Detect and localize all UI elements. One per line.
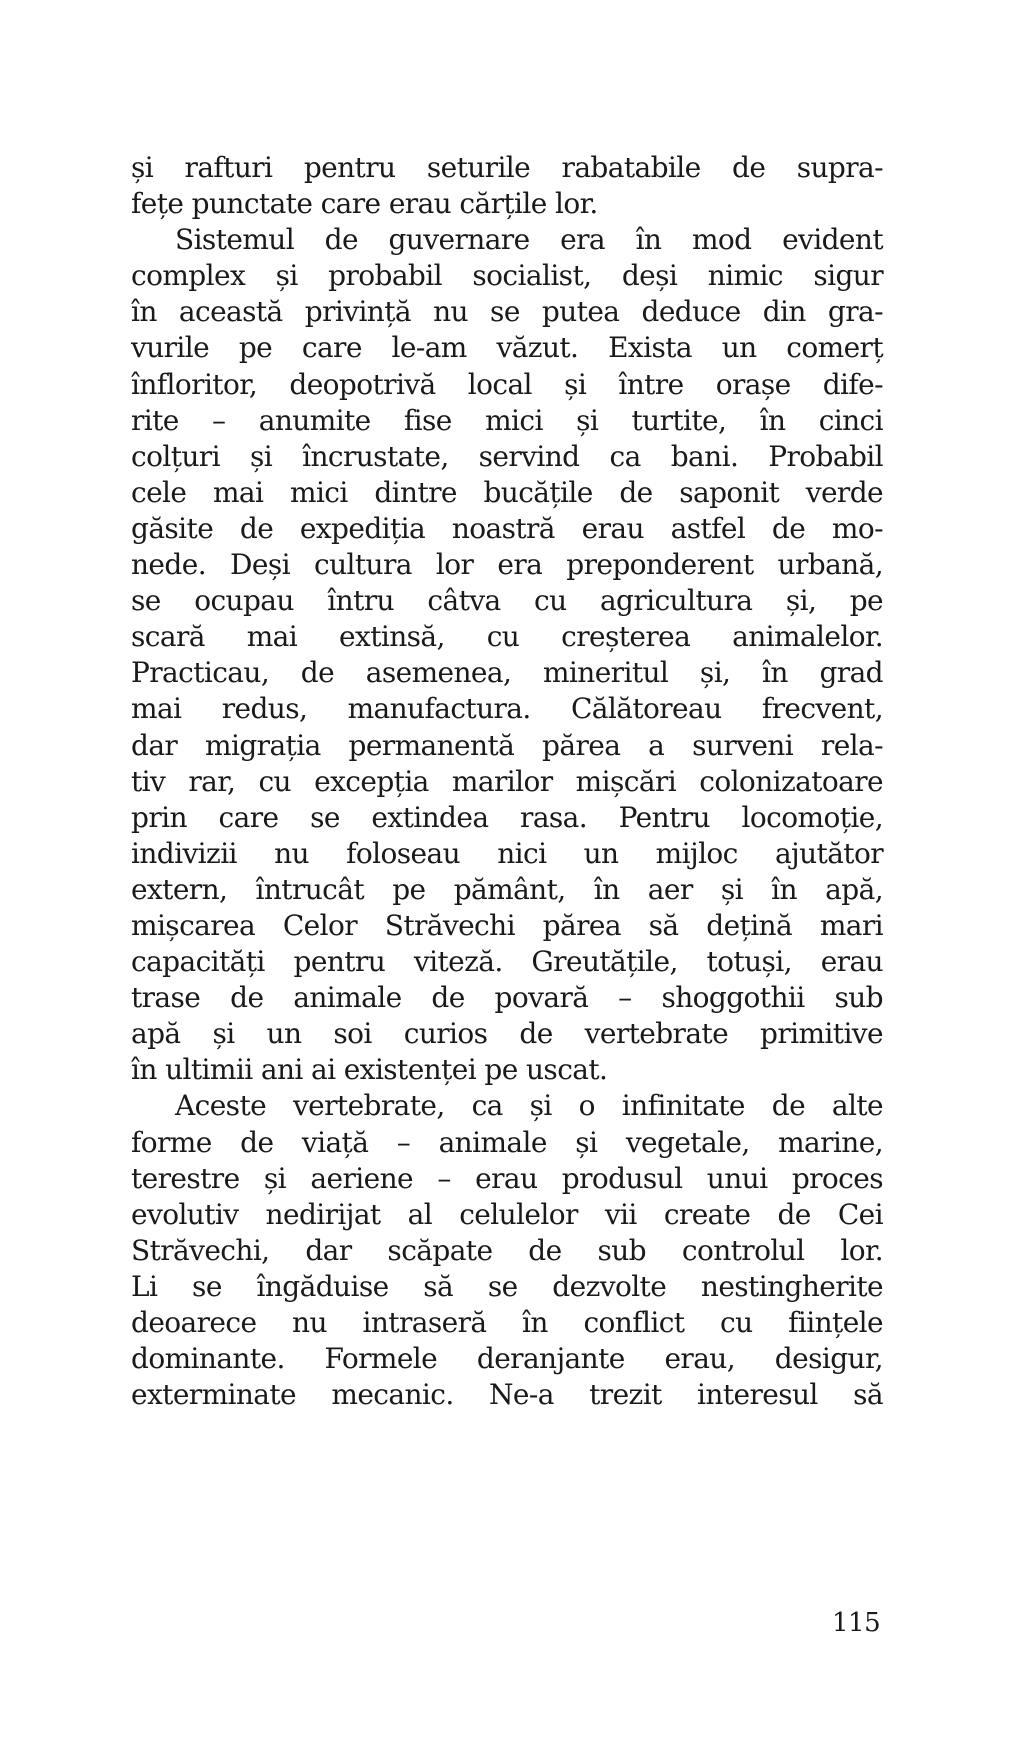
text-line: în ultimii ani ai existenței pe uscat. (131, 1053, 608, 1087)
text-line: capacități pentru viteză. Greutățile, totuși, erau (131, 945, 883, 979)
paragraph (131, 150, 883, 222)
text-line: Practicau, de asemenea, mineritul și, în grad (131, 656, 883, 690)
text-line: forme de viață – animale și vegetale, marine, (131, 1125, 883, 1159)
paragraph (131, 1088, 883, 1413)
text-line: cele mai mici dintre bucățile de saponit verde (131, 475, 883, 509)
text-line: Străvechi, dar scăpate de sub controlul lor. (131, 1233, 883, 1267)
text-line: indivizii nu foloseau nici un mijloc ajutător (131, 836, 883, 870)
text-line: înfloritor, deopotrivă local și între orașe dife- (131, 367, 883, 401)
text-line: trase de animale de povară – shoggothii sub (131, 981, 883, 1015)
text-line: prin care se extindea rasa. Pentru locomoție, (131, 800, 883, 834)
text-line: exterminate mecanic. Ne-a trezit interesul să (131, 1378, 883, 1412)
text-line: mai redus, manufactura. Călătoreau frecvent, (131, 692, 883, 726)
text-line: în această privință nu se putea deduce din gra- (131, 295, 883, 329)
page-number: 115 (832, 1608, 881, 1638)
paragraph (131, 222, 883, 1088)
text-line: deoarece nu intraseră în conflict cu ființele (131, 1306, 883, 1339)
book-page-body (131, 150, 883, 1413)
text-line: extern, întrucât pe pământ, în aer și în apă, (131, 872, 883, 906)
text-line: găsite de expediția noastră erau astfel de mo- (131, 511, 883, 545)
text-line: colțuri și încrustate, servind ca bani. Probabil (131, 439, 883, 473)
text-line: terestre și aeriene – erau produsul unui proces (131, 1161, 883, 1195)
text-line: scară mai extinsă, cu creșterea animalelor. (131, 620, 883, 654)
text-line: dominante. Formele deranjante erau, desigur, (131, 1342, 883, 1376)
text-line: evolutiv nedirijat al celulelor vii create de Cei (131, 1197, 883, 1231)
text-line: Sistemul de guvernare era în mod evident (175, 223, 883, 257)
text-line: mișcarea Celor Străvechi părea să dețină mari (131, 908, 883, 942)
text-line: nede. Deși cultura lor era preponderent urbană, (131, 548, 883, 582)
text-line: fețe punctate care erau cărțile lor. (131, 187, 598, 221)
text-line: rite – anumite fise mici și turtite, în cinci (131, 403, 883, 437)
text-line: dar migrația permanentă părea a surveni rela- (131, 728, 883, 762)
text-line: Li se îngăduise să se dezvolte nestingherite (131, 1269, 883, 1303)
text-line: și rafturi pentru seturile rabatabile de supra- (131, 151, 883, 184)
text-line: apă și un soi curios de vertebrate primitive (131, 1017, 883, 1051)
text-line: complex și probabil socialist, deși nimic sigur (131, 259, 883, 293)
text-line: Aceste vertebrate, ca și o infinitate de alte (175, 1089, 883, 1123)
text-line: se ocupau întru câtva cu agricultura și, pe (131, 584, 883, 618)
text-line: vurile pe care le-am văzut. Exista un comerț (131, 331, 883, 365)
text-line: tiv rar, cu excepția marilor mișcări colonizatoare (131, 764, 883, 798)
